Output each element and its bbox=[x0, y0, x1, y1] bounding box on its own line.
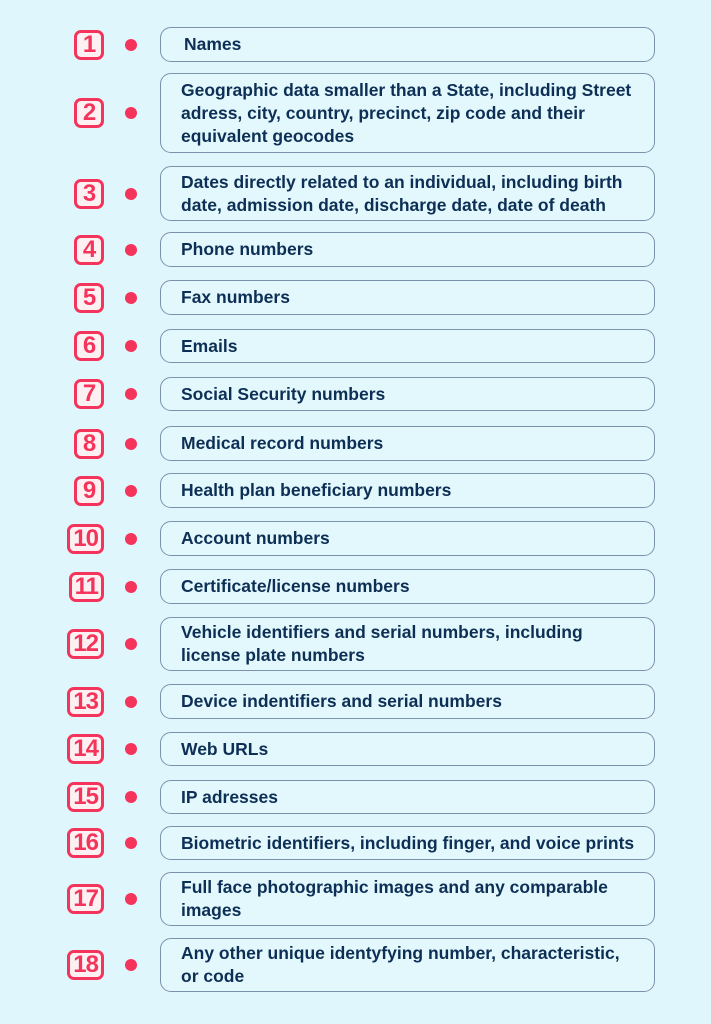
number-badge: 17 bbox=[67, 884, 104, 914]
list-item bbox=[0, 938, 711, 992]
item-label: Dates directly related to an individual, including birth date, admission date, discharge date, date of death bbox=[181, 171, 623, 215]
item-text-box bbox=[160, 521, 655, 556]
item-label: Certificate/license numbers bbox=[181, 576, 410, 596]
item-label: IP adresses bbox=[181, 786, 278, 807]
item-label: Names bbox=[184, 34, 242, 54]
list-item bbox=[0, 826, 711, 860]
bullet-dot-icon bbox=[125, 188, 137, 200]
number-badge: 11 bbox=[69, 572, 104, 602]
bullet-dot-icon bbox=[125, 292, 137, 304]
number-badge: 2 bbox=[74, 98, 104, 128]
item-label: Any other unique identyfying number, characteristic, or code bbox=[181, 943, 620, 986]
item-text-box bbox=[160, 780, 655, 814]
list-item bbox=[0, 569, 711, 604]
item-label: Geographic data smaller than a State, including Street adress, city, country, precinct, zip code and their equivalent geocodes bbox=[181, 79, 632, 146]
list-item bbox=[0, 166, 711, 221]
number-badge: 12 bbox=[67, 629, 104, 659]
bullet-dot-icon bbox=[125, 438, 137, 450]
bullet-dot-icon bbox=[125, 893, 137, 905]
list-item bbox=[0, 27, 711, 62]
item-text-box bbox=[160, 473, 655, 508]
bullet-dot-icon bbox=[125, 638, 137, 650]
list-item bbox=[0, 232, 711, 267]
list-item bbox=[0, 521, 711, 556]
number-badge: 1 bbox=[74, 30, 104, 60]
bullet-dot-icon bbox=[125, 244, 137, 256]
list-item bbox=[0, 377, 711, 411]
bullet-dot-icon bbox=[125, 107, 137, 119]
bullet-dot-icon bbox=[125, 791, 137, 803]
item-text-box bbox=[160, 166, 655, 221]
item-text-box bbox=[160, 27, 655, 62]
item-label: Biometric identifiers, including finger, and voice prints bbox=[181, 832, 635, 853]
item-label: Fax numbers bbox=[181, 287, 290, 307]
bullet-dot-icon bbox=[125, 696, 137, 708]
list-item bbox=[0, 426, 711, 461]
bullet-dot-icon bbox=[125, 533, 137, 545]
number-badge: 6 bbox=[74, 331, 104, 361]
list-item bbox=[0, 732, 711, 766]
number-badge: 3 bbox=[74, 179, 104, 209]
list-item bbox=[0, 73, 711, 153]
bullet-dot-icon bbox=[125, 388, 137, 400]
item-label: Account numbers bbox=[181, 528, 330, 548]
bullet-dot-icon bbox=[125, 959, 137, 971]
item-text-box bbox=[160, 329, 655, 363]
number-badge: 14 bbox=[67, 734, 104, 764]
item-text-box bbox=[160, 73, 655, 153]
item-label: Social Security numbers bbox=[181, 383, 386, 404]
list-item bbox=[0, 684, 711, 719]
item-text-box bbox=[160, 938, 655, 992]
item-text-box bbox=[160, 569, 655, 604]
number-badge: 8 bbox=[74, 429, 104, 459]
number-badge: 4 bbox=[74, 235, 104, 265]
item-label: Vehicle identifiers and serial numbers, including license plate numbers bbox=[181, 622, 583, 665]
number-badge: 7 bbox=[74, 379, 104, 409]
list-item bbox=[0, 280, 711, 315]
item-text-box bbox=[160, 732, 655, 766]
number-badge: 9 bbox=[74, 476, 104, 506]
bullet-dot-icon bbox=[125, 340, 137, 352]
bullet-dot-icon bbox=[125, 485, 137, 497]
number-badge: 15 bbox=[67, 782, 104, 812]
item-label: Phone numbers bbox=[181, 239, 314, 259]
bullet-dot-icon bbox=[125, 581, 137, 593]
item-text-box bbox=[160, 872, 655, 926]
number-badge: 5 bbox=[74, 283, 104, 313]
list-item bbox=[0, 780, 711, 814]
number-badge: 18 bbox=[67, 950, 104, 980]
item-label: Device indentifiers and serial numbers bbox=[181, 691, 502, 711]
item-text-box bbox=[160, 426, 655, 461]
list-item bbox=[0, 473, 711, 508]
item-text-box bbox=[160, 377, 655, 411]
list-item bbox=[0, 617, 711, 671]
bullet-dot-icon bbox=[125, 743, 137, 755]
item-text-box bbox=[160, 617, 655, 671]
number-badge: 13 bbox=[67, 687, 104, 717]
item-label: Emails bbox=[181, 335, 238, 356]
item-text-box bbox=[160, 826, 655, 860]
item-text-box bbox=[160, 684, 655, 719]
bullet-dot-icon bbox=[125, 39, 137, 51]
item-label: Medical record numbers bbox=[181, 433, 384, 453]
bullet-dot-icon bbox=[125, 837, 137, 849]
item-label: Full face photographic images and any comparable images bbox=[181, 877, 608, 920]
item-label: Web URLs bbox=[181, 738, 269, 759]
list-item bbox=[0, 329, 711, 363]
item-text-box bbox=[160, 280, 655, 315]
item-label: Health plan beneficiary numbers bbox=[181, 480, 452, 500]
list-item bbox=[0, 872, 711, 926]
number-badge: 16 bbox=[67, 828, 104, 858]
number-badge: 10 bbox=[67, 524, 104, 554]
item-text-box bbox=[160, 232, 655, 267]
